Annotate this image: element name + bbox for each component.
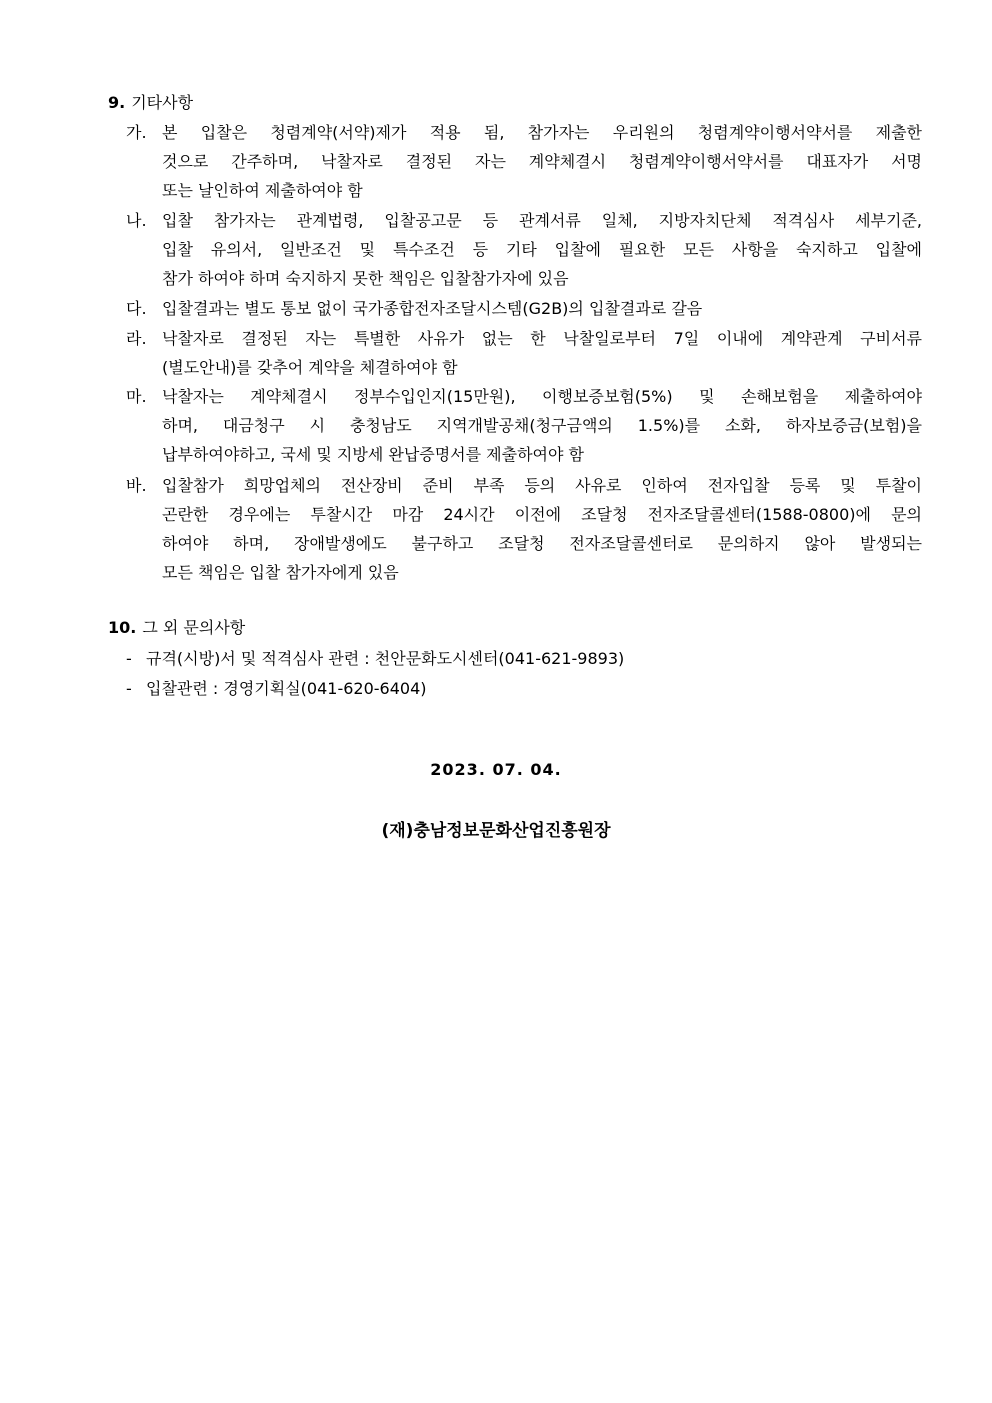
item-line: 입찰 유의서, 일반조건 및 특수조건 등 기타 입찰에 필요한 모든 사항을 숙지하고 입찰에 (162, 240, 922, 259)
section-9-item-ba (126, 471, 922, 587)
item-line: 것으로 간주하며, 낙찰자로 결정된 자는 계약체결시 청렴계약이행서약서를 대표자가 서명 (162, 152, 922, 171)
section-10-number: 10. (108, 618, 137, 637)
item-body (162, 206, 922, 293)
item-body (162, 324, 922, 382)
item-body (162, 471, 922, 587)
item-line: 납부하여야하고, 국세 및 지방세 완납증명서를 제출하여야 함 (162, 445, 585, 464)
item-line: 참가 하여야 하며 숙지하지 못한 책임은 입찰참가자에 있음 (162, 269, 569, 288)
section-10-heading (108, 617, 245, 639)
section-9-heading (108, 92, 193, 114)
issuer-name: (재)충남정보문화산업진흥원장 (381, 821, 611, 841)
contact-text: 규격(시방)서 및 적격심사 관련 : 천안문화도시센터(041-621-9893) (146, 649, 625, 668)
item-marker: 다. (126, 299, 147, 318)
item-marker: 가. (126, 123, 147, 142)
contact-text: 입찰관련 : 경영기획실(041-620-6404) (146, 679, 427, 698)
item-line: 모든 책임은 입찰 참가자에게 있음 (162, 563, 399, 582)
section-10-title: 그 외 문의사항 (142, 618, 246, 637)
item-line: 본 입찰은 청렴계약(서약)제가 적용 됨, 참가자는 우리원의 청렴계약이행서약서를 제출한 (162, 123, 922, 142)
item-marker: 마. (126, 387, 147, 406)
item-body (162, 294, 922, 323)
document-date: 2023. 07. 04. (430, 760, 562, 779)
item-line: 낙찰자는 계약체결시 정부수입인지(15만원), 이행보증보험(5%) 및 손해보험을 제출하여야 (162, 387, 922, 406)
section-9-number: 9. (108, 93, 126, 112)
section-9-item-ma (126, 382, 922, 469)
item-line: 곤란한 경우에는 투찰시간 마감 24시간 이전에 조달청 전자조달콜센터(1588-0800)에 문의 (162, 505, 922, 524)
item-line: 또는 날인하여 제출하여야 함 (162, 181, 363, 200)
item-body (162, 118, 922, 205)
item-line: 하며, 대금청구 시 충청남도 지역개발공채(청구금액의 1.5%)를 소화, 하자보증금(보험)을 (162, 416, 922, 435)
item-line: 입찰 참가자는 관계법령, 입찰공고문 등 관계서류 일체, 지방자치단체 적격심사 세부기준, (162, 211, 922, 230)
contact-spec (126, 644, 624, 673)
list-dash: - (126, 679, 132, 698)
item-body (162, 382, 922, 469)
list-dash: - (126, 649, 132, 668)
item-marker: 나. (126, 211, 147, 230)
item-marker: 바. (126, 476, 147, 495)
item-line: (별도안내)를 갖추어 계약을 체결하여야 함 (162, 358, 458, 377)
section-9-item-na (126, 206, 922, 293)
section-9-title: 기타사항 (131, 93, 194, 112)
item-marker: 라. (126, 329, 147, 348)
item-line: 입찰결과는 별도 통보 없이 국가종합전자조달시스템(G2B)의 입찰결과로 갈음 (162, 299, 703, 318)
section-9-item-ra (126, 324, 922, 382)
section-9-item-ga (126, 118, 922, 205)
contact-bid (126, 674, 427, 703)
item-line: 입찰참가 희망업체의 전산장비 준비 부족 등의 사유로 인하여 전자입찰 등록 및 투찰이 (162, 476, 922, 495)
section-9-item-da (126, 294, 922, 323)
item-line: 낙찰자로 결정된 자는 특별한 사유가 없는 한 낙찰일로부터 7일 이내에 계약관계 구비서류 (162, 329, 922, 348)
item-line: 하여야 하며, 장애발생에도 불구하고 조달청 전자조달콜센터로 문의하지 않아 발생되는 (162, 534, 922, 553)
